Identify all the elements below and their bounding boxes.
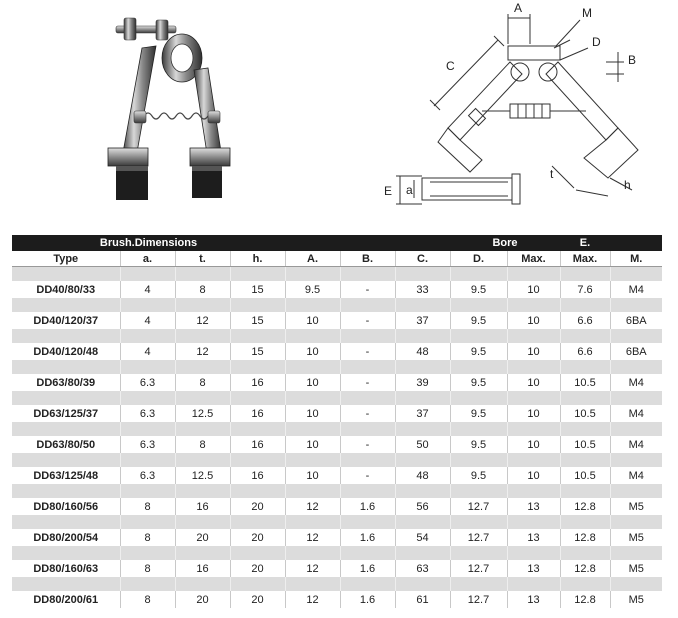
spacer-row [12,515,662,529]
spacer-row [12,546,662,560]
value-cell: 48 [395,467,450,484]
spacer-cell [450,515,507,529]
value-cell: 4 [120,312,175,329]
spacer-cell [175,546,230,560]
value-cell: 8 [175,281,230,298]
spacer-cell [12,546,120,560]
spacer-cell [340,515,395,529]
type-cell: DD63/125/48 [12,467,120,484]
value-cell: 6.3 [120,467,175,484]
table-row [12,374,662,391]
spacer-cell [230,391,285,405]
spacer-cell [507,515,560,529]
col-M: M. [610,251,662,267]
spacer-cell [450,267,507,282]
spacer-cell [175,391,230,405]
spacer-cell [507,267,560,282]
spacer-cell [285,422,340,436]
spacer-cell [340,298,395,312]
spacer-cell [175,329,230,343]
value-cell: 15 [230,281,285,298]
value-cell: 10 [285,467,340,484]
spacer-cell [12,577,120,591]
col-D: D. [450,251,507,267]
table-row [12,467,662,484]
brush-holder-photo [94,8,244,213]
value-cell: 10 [285,312,340,329]
spacer-row [12,298,662,312]
value-cell: 12 [175,343,230,360]
value-cell: 12.8 [560,591,610,608]
spacer-cell [230,484,285,498]
value-cell: 8 [120,529,175,546]
group-bore: Bore [450,235,560,251]
col-type: Type [12,251,120,267]
column-header-row [12,251,662,267]
spacer-row [12,391,662,405]
col-a: a. [120,251,175,267]
value-cell: - [340,374,395,391]
spacer-cell [285,484,340,498]
col-t: t. [175,251,230,267]
spacer-cell [285,391,340,405]
spacer-cell [340,360,395,374]
table-row [12,436,662,453]
spacer-cell [230,577,285,591]
value-cell: 13 [507,560,560,577]
spacer-row [12,577,662,591]
label-h: h [624,178,631,192]
spacer-cell [450,360,507,374]
spacer-cell [340,329,395,343]
spacer-cell [285,515,340,529]
spacer-row [12,422,662,436]
spacer-cell [120,484,175,498]
value-cell: 4 [120,343,175,360]
value-cell: M5 [610,529,662,546]
value-cell: 8 [120,498,175,515]
spacer-cell [12,360,120,374]
value-cell: 33 [395,281,450,298]
spacer-cell [507,391,560,405]
value-cell: 37 [395,312,450,329]
spacer-cell [230,422,285,436]
spacer-cell [175,515,230,529]
value-cell: 9.5 [285,281,340,298]
spacer-cell [120,422,175,436]
value-cell: 16 [230,374,285,391]
value-cell: 12.5 [175,405,230,422]
value-cell: M4 [610,467,662,484]
value-cell: 6.6 [560,312,610,329]
spacer-cell [610,267,662,282]
spacer-cell [450,546,507,560]
spacer-cell [175,267,230,282]
value-cell: 54 [395,529,450,546]
spacer-cell [395,422,450,436]
spacer-cell [560,298,610,312]
spacer-cell [560,360,610,374]
spacer-cell [12,267,120,282]
type-cell: DD80/160/63 [12,560,120,577]
spacer-cell [120,391,175,405]
spacer-cell [450,577,507,591]
value-cell: 6BA [610,312,662,329]
value-cell: 10.5 [560,467,610,484]
value-cell: 16 [175,498,230,515]
spacer-cell [12,484,120,498]
value-cell: - [340,281,395,298]
value-cell: 63 [395,560,450,577]
spacer-row [12,484,662,498]
value-cell: 8 [175,436,230,453]
spacer-row [12,329,662,343]
value-cell: 16 [230,467,285,484]
spacer-cell [230,329,285,343]
value-cell: 61 [395,591,450,608]
dimension-drawing [370,0,670,215]
spacer-cell [340,267,395,282]
label-A: A [514,1,523,15]
spacer-cell [12,422,120,436]
value-cell: M4 [610,436,662,453]
value-cell: 7.6 [560,281,610,298]
spacer-cell [285,360,340,374]
spacer-cell [395,546,450,560]
spacer-cell [230,267,285,282]
spacer-cell [395,391,450,405]
label-B: B [628,53,637,67]
spacer-cell [395,484,450,498]
value-cell: 8 [120,591,175,608]
spacer-cell [395,267,450,282]
value-cell: 20 [230,591,285,608]
value-cell: 12 [285,529,340,546]
spacer-cell [395,298,450,312]
value-cell: 10 [285,405,340,422]
spacer-cell [12,391,120,405]
spacer-cell [610,329,662,343]
spacer-cell [507,577,560,591]
value-cell: 10 [285,343,340,360]
value-cell: 6.3 [120,436,175,453]
value-cell: - [340,312,395,329]
spacer-cell [340,546,395,560]
spacer-cell [285,546,340,560]
spacer-cell [560,484,610,498]
value-cell: M4 [610,281,662,298]
spacer-cell [395,360,450,374]
value-cell: 12.7 [450,498,507,515]
value-cell: 20 [230,498,285,515]
value-cell: 12 [175,312,230,329]
table-row [12,281,662,298]
spacer-cell [120,546,175,560]
label-C: C [446,59,455,73]
value-cell: M5 [610,591,662,608]
value-cell: - [340,405,395,422]
value-cell: 8 [120,560,175,577]
value-cell: 39 [395,374,450,391]
type-cell: DD63/80/50 [12,436,120,453]
spacer-cell [610,360,662,374]
table-row [12,498,662,515]
group-header-row [12,235,662,251]
spacer-cell [610,453,662,467]
value-cell: 12.8 [560,498,610,515]
spacer-cell [230,360,285,374]
label-M: M [582,6,592,20]
spacer-cell [120,360,175,374]
value-cell: 9.5 [450,436,507,453]
spacer-cell [340,577,395,591]
value-cell: 12.8 [560,560,610,577]
label-D: D [592,35,601,49]
spacer-cell [560,453,610,467]
value-cell: 9.5 [450,405,507,422]
spacer-cell [507,360,560,374]
spacer-cell [560,422,610,436]
label-E: E [384,184,393,198]
spacer-cell [560,515,610,529]
col-bore-max: Max. [507,251,560,267]
spacer-cell [450,391,507,405]
type-cell: DD40/120/37 [12,312,120,329]
value-cell: - [340,436,395,453]
value-cell: 10 [507,436,560,453]
spacer-cell [340,453,395,467]
value-cell: 13 [507,529,560,546]
spacer-cell [285,298,340,312]
spacer-cell [285,577,340,591]
spacer-row [12,360,662,374]
value-cell: 6.3 [120,374,175,391]
spacer-cell [610,391,662,405]
spacer-cell [560,546,610,560]
spacer-cell [395,577,450,591]
value-cell: 9.5 [450,467,507,484]
value-cell: 13 [507,498,560,515]
value-cell: 12.7 [450,591,507,608]
spacer-cell [507,329,560,343]
value-cell: 12.8 [560,529,610,546]
value-cell: 50 [395,436,450,453]
spacer-cell [450,484,507,498]
specifications-table [12,235,662,608]
spacer-cell [450,298,507,312]
spacer-cell [175,422,230,436]
value-cell: 12.7 [450,560,507,577]
spacer-cell [175,360,230,374]
value-cell: 1.6 [340,560,395,577]
value-cell: 6.6 [560,343,610,360]
type-cell: DD80/200/54 [12,529,120,546]
value-cell: 16 [175,560,230,577]
spacer-cell [230,298,285,312]
value-cell: 15 [230,343,285,360]
spacer-row [12,453,662,467]
table-row [12,343,662,360]
spacer-cell [120,329,175,343]
value-cell: 37 [395,405,450,422]
value-cell: 56 [395,498,450,515]
value-cell: 9.5 [450,374,507,391]
spacer-cell [610,515,662,529]
spacer-cell [120,577,175,591]
value-cell: 16 [230,436,285,453]
spacer-cell [610,546,662,560]
value-cell: 20 [175,529,230,546]
value-cell: 10.5 [560,436,610,453]
spacer-cell [560,329,610,343]
value-cell: 20 [230,529,285,546]
spacer-cell [285,329,340,343]
spacer-cell [450,453,507,467]
value-cell: 10 [507,467,560,484]
type-cell: DD40/120/48 [12,343,120,360]
spacer-cell [340,484,395,498]
spacer-cell [610,422,662,436]
value-cell: 9.5 [450,343,507,360]
spacer-cell [12,329,120,343]
group-blank [285,235,450,251]
col-A: A. [285,251,340,267]
col-h: h. [230,251,285,267]
value-cell: 10 [507,281,560,298]
spacer-cell [610,484,662,498]
spacer-cell [12,298,120,312]
dimension-diagram [370,0,670,215]
value-cell: 1.6 [340,591,395,608]
spacer-cell [175,484,230,498]
value-cell: 10.5 [560,405,610,422]
group-blank-end [610,235,662,251]
spacer-cell [230,515,285,529]
value-cell: 12 [285,498,340,515]
value-cell: 10 [285,374,340,391]
spacer-cell [395,453,450,467]
spacer-cell [230,546,285,560]
value-cell: 9.5 [450,312,507,329]
spacer-cell [450,329,507,343]
spacer-cell [560,391,610,405]
spacer-cell [120,298,175,312]
value-cell: 12 [285,560,340,577]
value-cell: 10 [507,343,560,360]
col-B: B. [340,251,395,267]
spacer-cell [12,515,120,529]
label-t: t [550,167,554,181]
value-cell: - [340,343,395,360]
spacer-cell [340,422,395,436]
spacer-cell [507,422,560,436]
group-e: E. [560,235,610,251]
table-row [12,591,662,608]
type-cell: DD63/125/37 [12,405,120,422]
value-cell: 13 [507,591,560,608]
spacer-cell [120,453,175,467]
spacer-row [12,267,662,282]
value-cell: - [340,467,395,484]
value-cell: 10 [507,405,560,422]
spacer-cell [285,267,340,282]
value-cell: 16 [230,405,285,422]
value-cell: 6BA [610,343,662,360]
spacer-cell [450,422,507,436]
type-cell: DD80/160/56 [12,498,120,515]
table-body [12,267,662,609]
value-cell: 1.6 [340,498,395,515]
label-a: a [406,183,413,197]
group-brush-dimensions: Brush.Dimensions [12,235,285,251]
spacer-cell [507,298,560,312]
spacer-cell [507,484,560,498]
spacer-cell [175,453,230,467]
value-cell: 10.5 [560,374,610,391]
spacer-cell [12,453,120,467]
table-row [12,405,662,422]
table-row [12,312,662,329]
type-cell: DD63/80/39 [12,374,120,391]
type-cell: DD80/200/61 [12,591,120,608]
brush-holder-image [94,8,244,213]
value-cell: 9.5 [450,281,507,298]
spacer-cell [395,515,450,529]
value-cell: M5 [610,498,662,515]
value-cell: 20 [175,591,230,608]
spacer-cell [175,577,230,591]
spacer-cell [340,391,395,405]
spacer-cell [610,298,662,312]
spacer-cell [507,453,560,467]
table-row [12,560,662,577]
value-cell: 12.7 [450,529,507,546]
spacer-cell [120,515,175,529]
value-cell: M5 [610,560,662,577]
value-cell: 12.5 [175,467,230,484]
value-cell: 12 [285,591,340,608]
value-cell: M4 [610,374,662,391]
value-cell: 1.6 [340,529,395,546]
value-cell: 6.3 [120,405,175,422]
value-cell: 15 [230,312,285,329]
value-cell: 8 [175,374,230,391]
spacer-cell [610,577,662,591]
value-cell: 10 [285,436,340,453]
spacer-cell [560,267,610,282]
table-row [12,529,662,546]
spacer-cell [175,298,230,312]
spacer-cell [230,453,285,467]
value-cell: 20 [230,560,285,577]
spacer-cell [560,577,610,591]
spacer-cell [395,329,450,343]
spacer-cell [285,453,340,467]
col-e-max: Max. [560,251,610,267]
type-cell: DD40/80/33 [12,281,120,298]
value-cell: 48 [395,343,450,360]
value-cell: 4 [120,281,175,298]
spacer-cell [507,546,560,560]
spacer-cell [120,267,175,282]
value-cell: 10 [507,374,560,391]
value-cell: 10 [507,312,560,329]
col-C: C. [395,251,450,267]
value-cell: M4 [610,405,662,422]
